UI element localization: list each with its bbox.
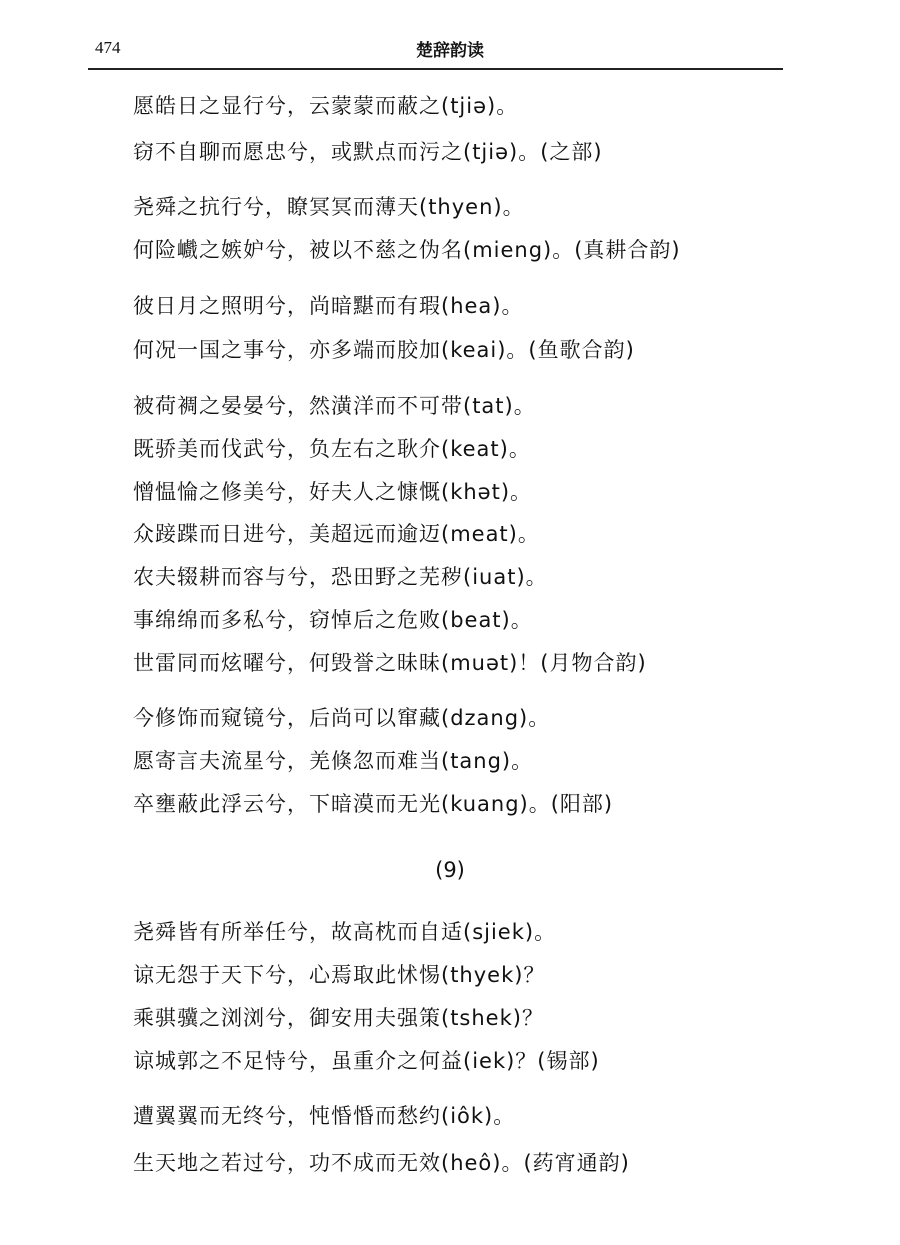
verse-line: 谅城郭之不足恃兮，虽重介之何益(iek)？(锡部)	[133, 1049, 600, 1073]
verse-line: 世雷同而炫曜兮，何毁誉之昧昧(muət)！(月物合韵)	[133, 651, 647, 675]
verse-line: 农夫辍耕而容与兮，恐田野之芜秽(iuat)。	[133, 565, 548, 589]
verse-line: 今修饰而窥镜兮，后尚可以窜藏(dzang)。	[133, 706, 551, 730]
verse-line: 被荷裯之晏晏兮，然潢洋而不可带(tat)。	[133, 394, 536, 418]
verse-line: 遭翼翼而无终兮，忳惛惛而愁约(iôk)。	[133, 1104, 516, 1128]
page-number: 474	[95, 38, 121, 57]
verse-line: 卒壅蔽此浮云兮，下暗漠而无光(kuang)。(阳部)	[133, 792, 614, 816]
verse-line: 彼日月之照明兮，尚暗黮而有瑕(hea)。	[133, 294, 524, 318]
verse-line: 愿皓日之显行兮，云蒙蒙而蔽之(tjiə)。	[133, 94, 519, 118]
verse-line: 既骄美而伐武兮，负左右之耿介(keat)。	[133, 437, 531, 461]
verse-line: 生天地之若过兮，功不成而无效(heô)。(药宵通韵)	[133, 1151, 630, 1175]
verse-line: 众踥蹀而日进兮，美超远而逾迈(meat)。	[133, 522, 540, 546]
verse-line: 事绵绵而多私兮，窃悼后之危败(beat)。	[133, 608, 533, 632]
verse-line: 尧舜之抗行兮，瞭冥冥而薄天(thyen)。	[133, 195, 525, 219]
verse-line: 何险巇之嫉妒兮，被以不慈之伪名(mieng)。(真耕合韵)	[133, 238, 681, 262]
verse-line: 窃不自聊而愿忠兮，或默点而污之(tjiə)。(之部)	[133, 140, 603, 164]
verse-line: 谅无怨于天下兮，心焉取此怵惕(thyek)？	[133, 963, 546, 987]
verse-line: 憎愠惀之修美兮，好夫人之慷慨(khət)。	[133, 480, 533, 504]
verse-line: 乘骐骥之浏浏兮，御安用夫强策(tshek)？	[133, 1006, 544, 1030]
page-header	[0, 0, 900, 70]
verse-line: 愿寄言夫流星兮，羌倏忽而难当(tang)。	[133, 749, 534, 773]
verse-line: 何况一国之事兮，亦多端而胶加(keai)。(鱼歌合韵)	[133, 338, 635, 362]
header-rule	[88, 68, 783, 70]
verse-line: 尧舜皆有所举任兮，故高枕而自适(sjiek)。	[133, 920, 557, 944]
section-heading: (9)	[435, 858, 465, 882]
running-title: 楚辞韵读	[416, 41, 484, 61]
